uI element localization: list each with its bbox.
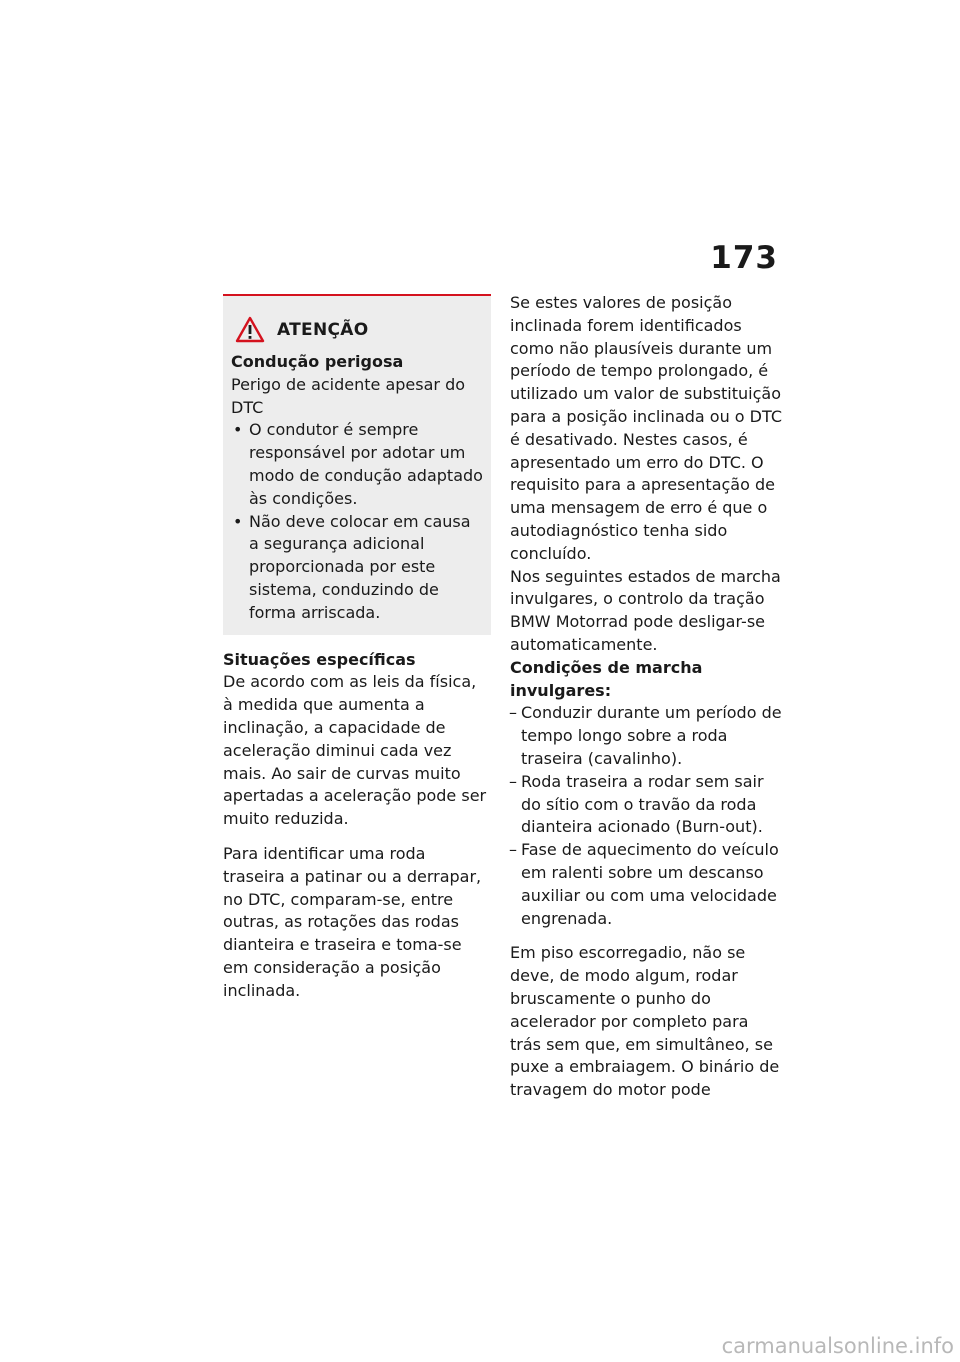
warning-bullet-list xyxy=(231,419,483,624)
warning-header xyxy=(231,316,483,343)
warning-bullet: • Não deve colocar em causa a segurança adicional proporcionada por este sistema, conduzindo de forma arriscada. xyxy=(231,511,483,625)
list-item: – Fase de aquecimento do veículo em ralenti sobre um descanso auxiliar ou com uma velocidade engrenada. xyxy=(510,839,782,930)
section-heading-conditions: Condições de marcha invulgares: xyxy=(510,657,703,700)
list-item: – Roda traseira a rodar sem sair do sítio com o travão da roda dianteira acionado (Burn-out). xyxy=(510,771,782,839)
paragraph: Para identificar uma roda traseira a patinar ou a derrapar, no DTC, comparam-se, entre outras, as rotações das rodas dianteira e traseira e toma-se em consideração a posição inclinada. xyxy=(223,843,482,1000)
page-number: 173 xyxy=(710,240,778,276)
warning-title: ATENÇÃO xyxy=(277,319,369,340)
conditions-list xyxy=(510,702,782,930)
paragraph: Em piso escorregadio, não se deve, de modo algum, rodar bruscamente o punho do acelerador por completo para trás sem que, em simultâneo, se puxe a embraiagem. O binário de travagem do motor pode xyxy=(510,943,780,1100)
watermark: carmanualsonline.info xyxy=(721,1334,954,1358)
right-column xyxy=(510,292,782,1102)
section-heading-situations: Situações específicas xyxy=(223,649,416,669)
paragraph: Nos seguintes estados de marcha invulgares, o controlo da tração BMW Motorrad pode desligar-se automaticamente. xyxy=(510,566,781,654)
warning-box xyxy=(223,294,491,635)
warning-heading: Condução perigosa xyxy=(231,352,404,371)
warning-intro: Perigo de acidente apesar do DTC xyxy=(231,374,466,417)
warning-bullet: • O condutor é sempre responsável por adotar um modo de condução adaptado às condições. xyxy=(231,419,483,510)
warning-triangle-icon xyxy=(235,316,265,343)
paragraph: Se estes valores de posição inclinada forem identificados como não plausíveis durante um período de tempo prolongado, é utilizado um valor de substituição para a posição inclinada ou o DTC é desativado. Nestes casos, é apresentado um erro do DTC. O requisito para a apresentação de uma mensagem de erro é que o autodiagnóstico tenha sido concluído. xyxy=(510,293,783,563)
list-item: – Conduzir durante um período de tempo longo sobre a roda traseira (cavalinho). xyxy=(510,702,782,770)
paragraph: De acordo com as leis da física, à medida que aumenta a inclinação, a capacidade de aceleração diminui cada vez mais. Ao sair de curvas muito apertadas a aceleração pode ser muito reduzida. xyxy=(223,672,487,829)
left-column xyxy=(223,294,491,1003)
left-body xyxy=(223,649,491,1003)
